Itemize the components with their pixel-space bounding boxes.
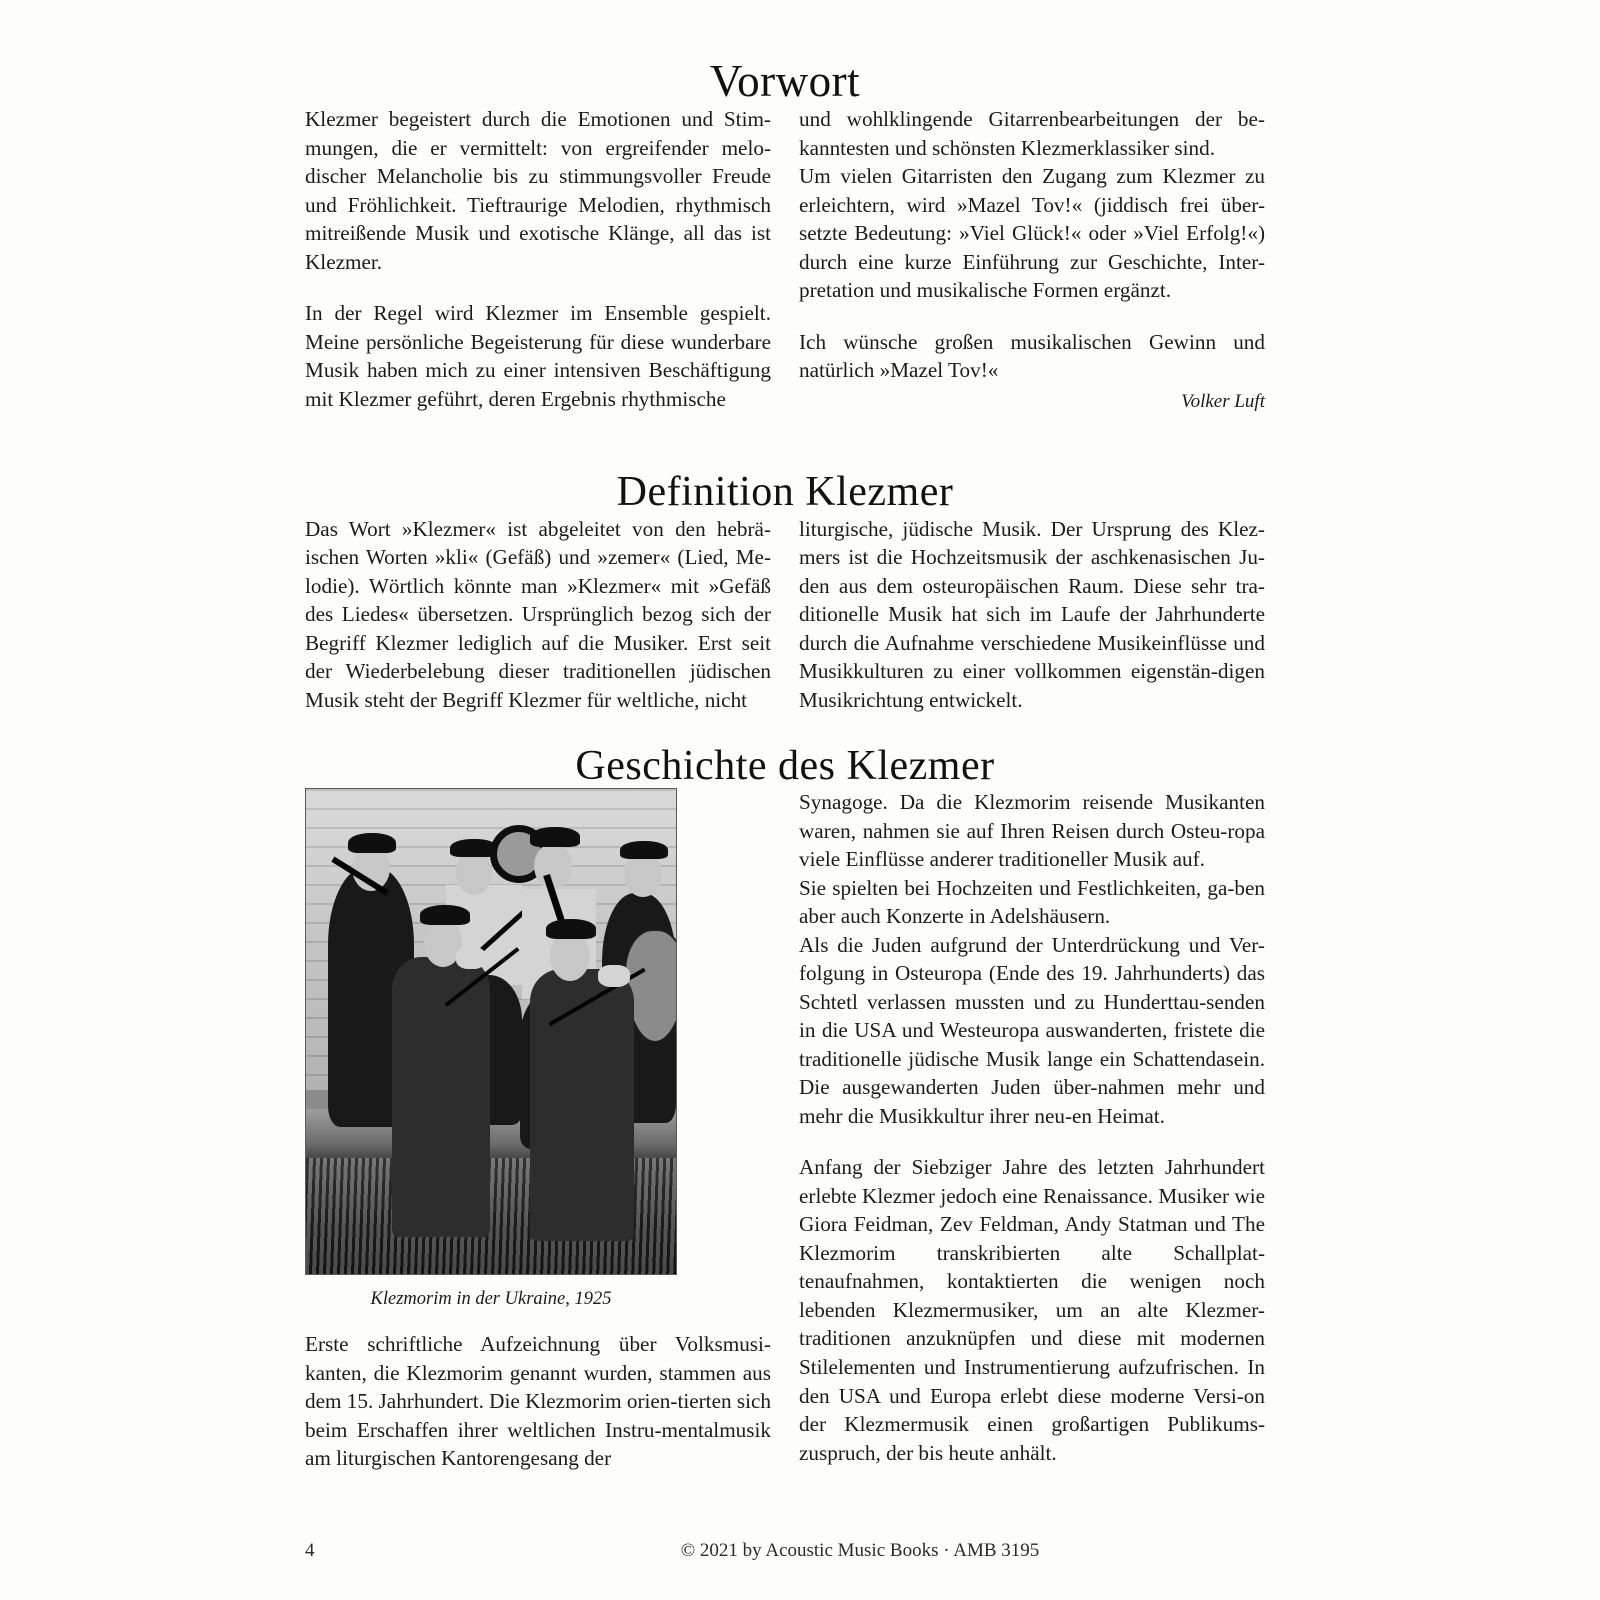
paragraph: Um vielen Gitarristen den Zugang zum Klezmer zu erleichtern, wird »Mazel Tov!« (jiddisch frei über-setzte Bedeutung: »Viel Glück!« oder »Viel Erfolg!«) durch eine kurze Einführung zur Geschichte, Inter-pretation und musikalische Formen ergänzt.: [799, 164, 1265, 303]
historical-photo-figure: [305, 788, 677, 1310]
photo-figure-violinist-right: [530, 969, 634, 1241]
figure-caption: Klezmorim in der Ukraine, 1925: [370, 1289, 612, 1310]
heading-geschichte-des-klezmer: Geschichte des Klezmer: [575, 743, 995, 790]
paragraph: Als die Juden aufgrund der Unterdrückung und Ver-folgung in Osteuropa (Ende des 19. Jahrhunderts) das Schtetl verlassen mussten und zu Hunderttau-senden in die USA und Westeuropa auswanderten, fristete die traditionelle jüdische Musik lange ein Schattendasein. Die ausgewanderten Juden über-nahmen mehr und mehr die Musikkultur ihrer neu-en Heimat.: [799, 932, 1265, 1128]
paragraph: Sie spielten bei Hochzeiten und Festlichkeiten, ga-ben aber auch Konzerte in Adelshäusern.: [799, 875, 1265, 929]
paragraph: Synagoge. Da die Klezmorim reisende Musikanten waren, nahmen sie auf Ihren Reisen durch Osteu-ropa viele Einflüsse anderer traditioneller Musik auf.: [799, 790, 1265, 872]
photo-head: [534, 843, 572, 889]
section-vorwort: [305, 58, 1265, 436]
vorwort-left-column: [305, 105, 771, 436]
paragraph: Das Wort »Klezmer« ist abgeleitet von den hebrä-ischen Worten »kli« (Gefäß) und »zemer« (Lied, Me-lodie). Wörtlich könnte man »Klezmer« mit »Gefäß des Liedes« übersetzen. Ursprünglich bezog sich der Begriff Klezmer lediglich auf die Musiker. Erst seit der Wiederbelebung dieser traditionellen jüdischen Musik steht der Begriff Klezmer für weltliche, nicht: [305, 516, 771, 712]
vorwort-columns: [305, 105, 1265, 436]
definition-columns: [305, 515, 1265, 715]
klezmorim-photograph: [305, 788, 677, 1275]
photo-cap: [348, 833, 396, 853]
paragraph: liturgische, jüdische Musik. Der Ursprung des Klez-mers ist die Hochzeitsmusik der aschkenasischen Ju-den aus dem osteuropäischen Raum. Diese sehr tra-ditionelle Musik hat sich im Laufe der Jahrhunderte durch die Aufnahme verschiedene Musikeinflüsse und Musikkulturen zu einer vollkommen eigenstän-digen Musikrichtung entwickelt.: [799, 516, 1265, 712]
photo-violin: [598, 965, 630, 987]
author-signature: Volker Luft: [1181, 390, 1265, 412]
paragraph: Klezmer begeistert durch die Emotionen und Stim-mungen, die er vermittelt: von ergreifender melo-discher Melancholie bis zu stimmungsvoller Freude und Fröhlichkeit. Tieftraurige Melodien, rhythmisch mitreißende Musik und exotische Klänge, all das ist Klezmer.: [305, 107, 771, 274]
copyright-imprint: © 2021 by Acoustic Music Books · AMB 3195: [680, 1540, 1040, 1561]
page-footer: [305, 1540, 1265, 1562]
photo-violin: [456, 947, 486, 969]
paragraph: In der Regel wird Klezmer im Ensemble gespielt. Meine persönliche Begeisterung für diese wunderbare Musik haben mich zu einer intensiven Beschäftigung mit Klezmer geführt, deren Ergebnis rhythmische: [305, 301, 771, 411]
paragraph: Anfang der Siebziger Jahre des letzten Jahrhundert erlebte Klezmer jedoch eine Renaissance. Musiker wie Giora Feidman, Zev Feldman, Andy Statman und The Klezmorim transkribierten alte Schallplat-tenaufnahmen, kontaktierten die wenigen noch lebenden Klezmermusiker, um an alte Klezmer-traditionen anzuknüpfen und diese mit modernen Stilelementen und Instrumentierung aufzufrischen. In den USA und Europa erlebt diese moderne Versi-on der Klezmermusik einen großartigen Publikums-zuspruch, der bis heute anhält.: [799, 1155, 1265, 1465]
geschichte-right-column: [799, 788, 1265, 1473]
definition-right-column: [799, 515, 1265, 715]
paragraph: Erste schriftliche Aufzeichnung über Volksmusi-kanten, die Klezmorim genannt wurden, stammen aus dem 15. Jahrhundert. Die Klezmorim orien-tierten sich beim Erschaffen ihrer weltlichen Instru-mentalmusik am liturgischen Kantorengesang der: [305, 1332, 771, 1471]
geschichte-columns: [305, 788, 1265, 1473]
vorwort-right-column: [799, 105, 1265, 436]
geschichte-left-column: [305, 788, 771, 1473]
photo-cap: [546, 919, 596, 939]
heading-definition-klezmer: Definition Klezmer: [616, 469, 954, 516]
photo-head: [456, 851, 492, 895]
page-number: 4: [305, 1540, 315, 1561]
page-content: [305, 58, 1265, 1473]
section-definition-klezmer: [305, 470, 1265, 714]
photo-cap: [530, 827, 580, 847]
section-geschichte-des-klezmer: [305, 744, 1265, 1473]
photo-figure-violinist-left: [392, 957, 490, 1237]
paragraph: und wohlklingende Gitarrenbearbeitungen der be-kanntesten und schönsten Klezmerklassiker sind.: [799, 107, 1265, 160]
paragraph: Ich wünsche großen musikalischen Gewinn und natürlich »Mazel Tov!«: [799, 329, 1265, 383]
photo-cap: [620, 841, 668, 859]
definition-left-column: [305, 515, 771, 715]
heading-vorwort: Vorwort: [709, 56, 861, 106]
photo-cap: [420, 905, 470, 925]
